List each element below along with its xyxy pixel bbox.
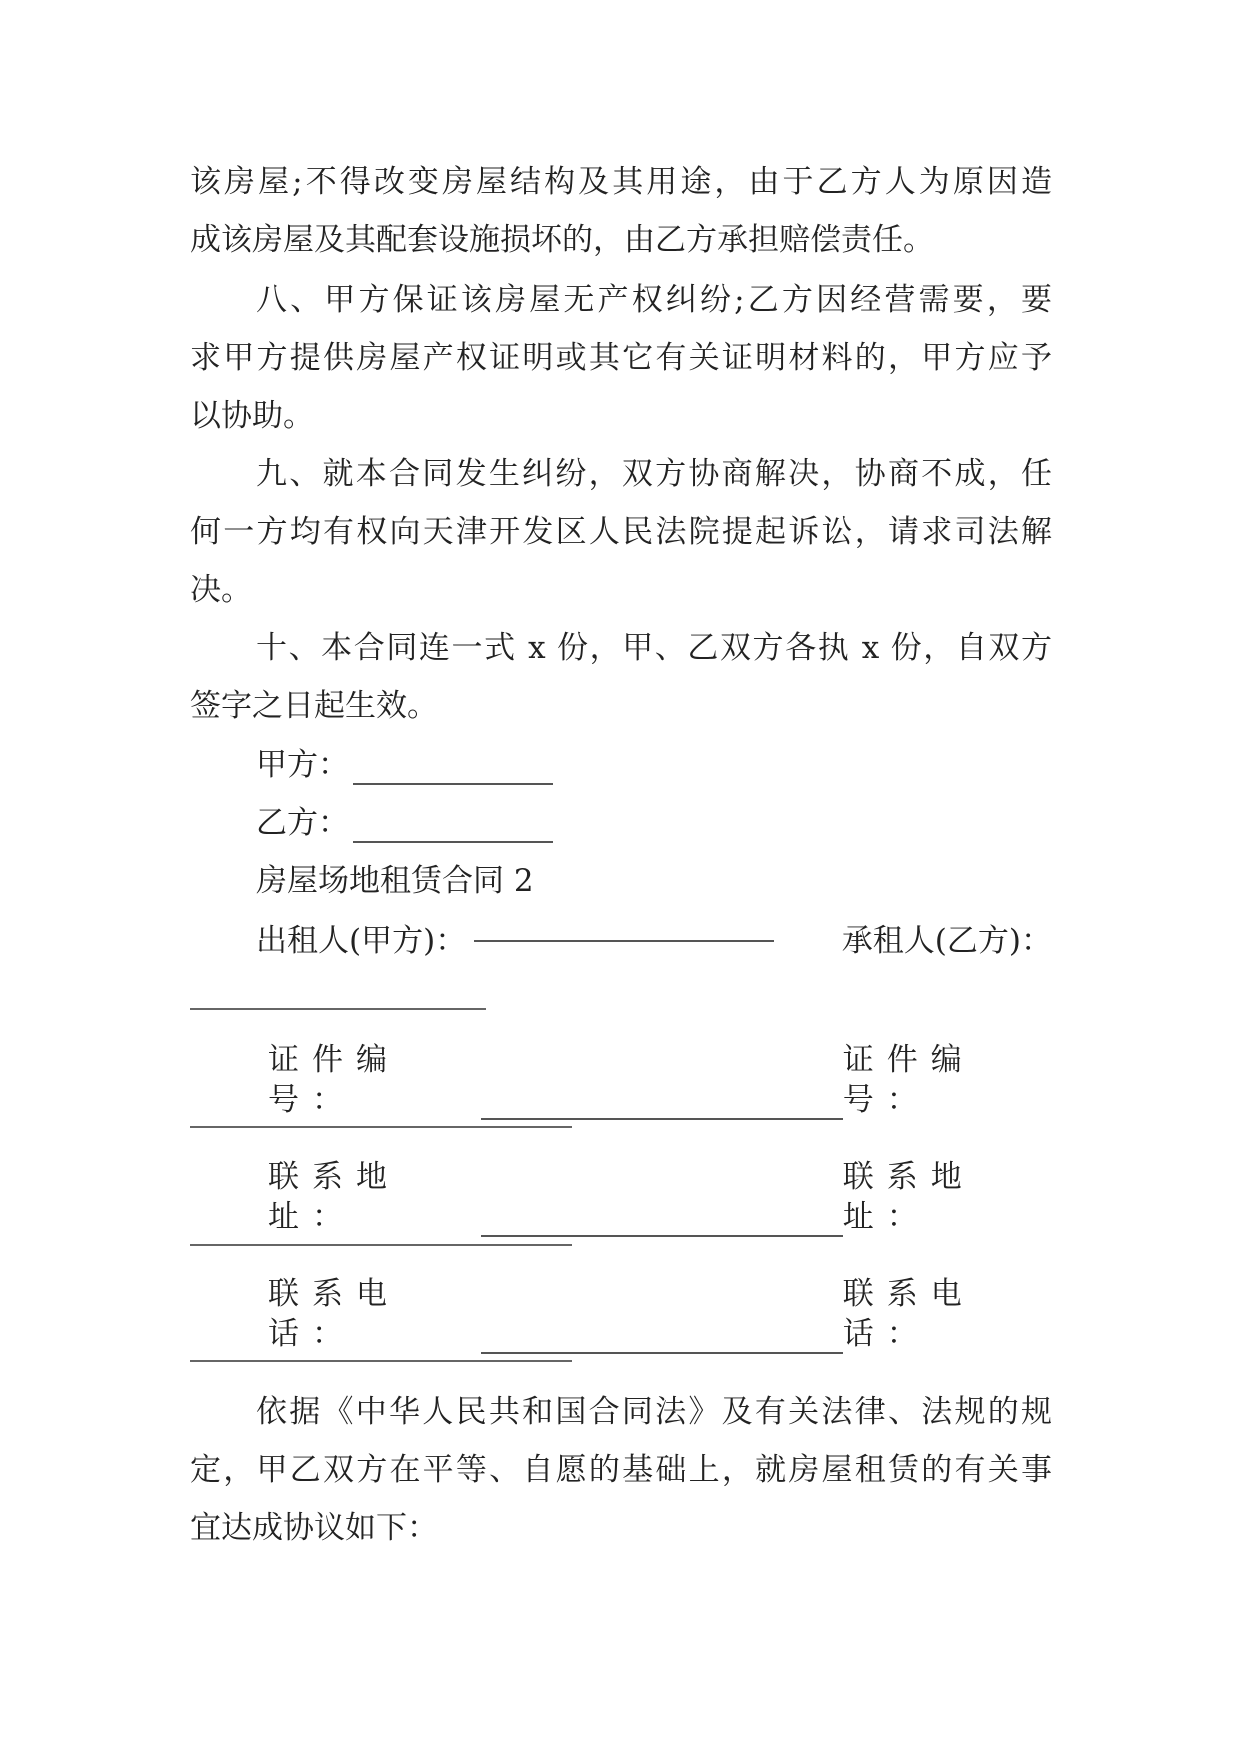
id-row [256, 1040, 1052, 1120]
party-b-label: 乙方： [256, 805, 349, 841]
phone-row [256, 1274, 1052, 1354]
address-blank-b[interactable] [190, 1244, 572, 1246]
address-label-a: 联系地址： [268, 1159, 400, 1235]
clause-8-line-1: 八、甲方保证该房屋无产权纠纷;乙方因经营需要，要 [256, 282, 1052, 318]
clause-8-line-2: 求甲方提供房屋产权证明或其它有关证明材料的，甲方应予 [190, 340, 1052, 376]
lessor-group [256, 921, 774, 961]
party-b-signature [256, 803, 553, 843]
lessee-blank[interactable] [190, 1008, 486, 1010]
id-blank-a[interactable] [481, 1118, 842, 1120]
id-blank-b[interactable] [190, 1126, 572, 1128]
id-label-b: 证件编号： [842, 1042, 975, 1118]
clause-7-line-2: 成该房屋及其配套设施损坏的，由乙方承担赔偿责任。 [190, 222, 934, 258]
preamble-line-3: 宜达成协议如下： [190, 1510, 438, 1546]
clause-10-line-2: 签字之日起生效。 [190, 688, 438, 724]
phone-label-b: 联系电话： [842, 1276, 975, 1352]
clause-8-line-3: 以协助。 [190, 398, 314, 434]
party-b-signature-blank[interactable] [353, 841, 553, 843]
id-label-a: 证件编号： [268, 1042, 400, 1118]
party-a-label: 甲方： [256, 747, 349, 783]
phone-blank-a[interactable] [481, 1352, 842, 1354]
address-row [256, 1157, 1052, 1237]
clause-9-line-2: 何一方均有权向天津开发区人民法院提起诉讼，请求司法解 [190, 514, 1052, 550]
lessor-blank[interactable] [474, 940, 774, 942]
address-blank-a[interactable] [481, 1235, 842, 1237]
lessee-label: 承租人(乙方)： [841, 923, 1052, 959]
party-a-signature [256, 745, 553, 785]
phone-blank-b[interactable] [190, 1360, 572, 1362]
contract-2-title: 房屋场地租赁合同 2 [256, 863, 534, 899]
phone-label-a: 联系电话： [268, 1276, 400, 1352]
preamble-line-1: 依据《中华人民共和国合同法》及有关法律、法规的规 [256, 1394, 1052, 1430]
party-a-signature-blank[interactable] [353, 783, 553, 785]
parties-row [256, 921, 1052, 961]
clause-9-line-1: 九、就本合同发生纠纷，双方协商解决，协商不成，任 [256, 456, 1052, 492]
preamble-line-2: 定，甲乙双方在平等、自愿的基础上，就房屋租赁的有关事 [190, 1452, 1052, 1488]
clause-10-line-1: 十、本合同连一式 x 份，甲、乙双方各执 x 份，自双方 [256, 630, 1052, 666]
address-label-b: 联系地址： [842, 1159, 975, 1235]
clause-7-line-1: 该房屋;不得改变房屋结构及其用途，由于乙方人为原因造 [190, 164, 1052, 200]
lessor-label: 出租人(甲方)： [256, 923, 467, 959]
clause-9-line-3: 决。 [190, 572, 252, 608]
